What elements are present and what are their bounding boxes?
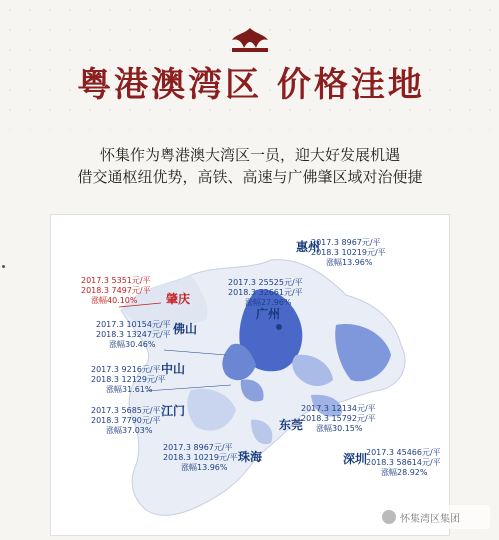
city-zhaoqing: 肇庆	[166, 292, 191, 306]
guangzhou-marker	[276, 324, 282, 330]
jiangmen-line-2: 2018.3 7790元/平	[91, 416, 161, 425]
zhuhai-line-3: 涨幅13.96%	[181, 463, 228, 472]
map-svg	[51, 215, 449, 535]
dongguan-line-2: 2018.3 15792元/平	[301, 414, 376, 423]
zhuhai-line-2: 2018.3 10219元/平	[163, 453, 238, 462]
city-huizhou: 惠州	[296, 240, 321, 254]
guangzhou-line-3: 涨幅27.96%	[245, 298, 292, 307]
zhongshan-line-1: 2017.3 9216元/平	[91, 365, 161, 374]
huizhou-line-1: 2017.3 8967元/平	[311, 238, 381, 247]
guangzhou-line-1: 2017.3 25525元/平	[228, 278, 303, 287]
zhaoqing-line-1: 2017.3 5351元/平	[81, 276, 151, 285]
dongguan-line-1: 2017.3 12134元/平	[301, 404, 376, 413]
city-guangzhou: 广州	[256, 307, 281, 321]
zhaoqing-line-3: 涨幅40.10%	[91, 296, 138, 305]
shenzhen-line-3: 涨幅28.92%	[381, 468, 428, 477]
zhongshan-line-2: 2018.3 12129元/平	[91, 375, 166, 384]
watermark	[378, 505, 490, 529]
jiangmen-line-1: 2017.3 5685元/平	[91, 406, 161, 415]
watermark-text: 怀集湾区集团	[400, 513, 460, 525]
bullet-dot	[2, 265, 5, 268]
dongguan-line-3: 涨幅30.15%	[316, 424, 363, 433]
map-card	[50, 214, 450, 536]
city-foshan: 佛山	[173, 322, 198, 336]
city-shenzhen: 深圳	[343, 452, 368, 466]
city-zhuhai: 珠海	[238, 450, 263, 464]
zhuhai-line-1: 2017.3 8967元/平	[163, 443, 233, 452]
page-title: 粤港澳湾区 价格洼地	[77, 65, 425, 105]
zhongshan-line-3: 涨幅31.61%	[106, 385, 153, 394]
foshan-line-1: 2017.3 10154元/平	[96, 320, 171, 329]
city-jiangmen: 江门	[161, 404, 186, 418]
shenzhen-line-2: 2018.3 58614元/平	[366, 458, 441, 467]
city-dongguan: 东莞	[279, 418, 304, 432]
city-zhongshan: 中山	[161, 362, 186, 376]
ornament-icon	[226, 26, 274, 54]
subtitle-line-2: 借交通枢纽优势，高铁、高速与广佛肇区域对治便捷	[77, 168, 423, 186]
foshan-line-2: 2018.3 13247元/平	[96, 330, 171, 339]
shenzhen-line-1: 2017.3 45466元/平	[366, 448, 441, 457]
subtitle-line-1: 怀集作为粤港澳大湾区一员，迎大好发展机遇	[99, 146, 400, 164]
jiangmen-line-3: 涨幅37.03%	[106, 426, 153, 435]
huizhou-line-3: 涨幅13.96%	[326, 258, 373, 267]
page-title-wrap	[36, 64, 466, 106]
huizhou-line-2: 2018.3 10219元/平	[311, 248, 386, 257]
wechat-icon	[382, 510, 396, 524]
zhaoqing-line-2: 2018.3 7497元/平	[81, 286, 151, 295]
foshan-line-3: 涨幅30.46%	[109, 340, 156, 349]
subtitle	[44, 144, 456, 188]
guangzhou-line-2: 2018.3 32661元/平	[228, 288, 303, 297]
